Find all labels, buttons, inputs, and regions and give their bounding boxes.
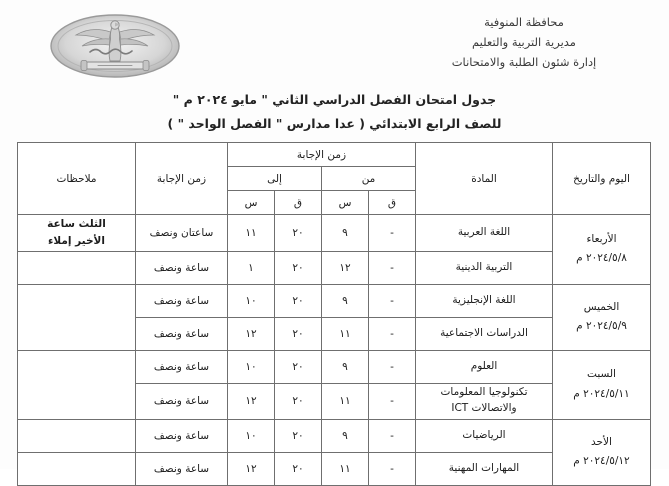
cell-from-minute: - — [369, 419, 416, 452]
document-header — [0, 4, 669, 86]
cell-to-minute: ٢٠ — [275, 383, 322, 419]
page-title — [0, 90, 669, 134]
notes-line-2: الأخير إملاء — [48, 234, 105, 247]
cell-to-minute: ٢٠ — [275, 251, 322, 284]
schedule-table-container — [18, 142, 651, 486]
header-row-1 — [18, 143, 651, 167]
subject-line-1: تكنولوجيا المعلومات — [440, 386, 528, 399]
cell-duration: ساعتان ونصف — [136, 215, 228, 252]
cell-day-date — [553, 284, 651, 350]
day-name: الخميس — [583, 300, 620, 313]
col-header-from-minute: ق — [369, 191, 416, 215]
day-name: الأحد — [591, 435, 612, 448]
cell-duration: ساعة ونصف — [136, 284, 228, 317]
subject-line-2: والاتصالات ICT — [451, 402, 517, 415]
title-exam-schedule: جدول امتحان الفصل الدراسي الثاني " مايو ٢٠٢٤ م " — [172, 92, 497, 107]
cell-notes — [18, 419, 136, 452]
cell-subject — [416, 383, 553, 419]
org-line-governorate: محافظة المنوفية — [484, 15, 564, 29]
cell-notes — [18, 215, 136, 252]
cell-duration: ساعة ونصف — [136, 251, 228, 284]
cell-to-minute: ٢٠ — [275, 215, 322, 252]
cell-to-hour: ١١ — [228, 215, 275, 252]
cell-from-hour: ١١ — [322, 452, 369, 485]
notes-line-1: الثلث ساعة — [47, 218, 106, 230]
cell-notes — [18, 350, 136, 419]
cell-duration: ساعة ونصف — [136, 383, 228, 419]
col-header-day-date: اليوم والتاريخ — [553, 143, 651, 215]
date-value: ٢٠٢٤/٥/٩ م — [576, 320, 627, 333]
cell-subject: اللغة الإنجليزية — [416, 284, 553, 317]
cell-day-date — [553, 419, 651, 485]
table-row — [18, 419, 651, 452]
table-row — [18, 284, 651, 317]
cell-notes — [18, 284, 136, 350]
cell-to-hour: ١٠ — [228, 284, 275, 317]
cell-from-hour: ١١ — [322, 317, 369, 350]
cell-day-date — [553, 350, 651, 419]
table-body — [18, 215, 651, 486]
title-grade-level: للصف الرابع الابتدائي ( عدا مدارس " الفصل الواحد " ) — [167, 116, 502, 131]
date-value: ٢٠٢٤/٥/١٢ م — [573, 455, 630, 468]
col-header-duration: زمن الإجابة — [136, 143, 228, 215]
date-value: ٢٠٢٤/٥/٨ م — [576, 252, 627, 265]
organization-lines — [379, 12, 669, 72]
cell-duration: ساعة ونصف — [136, 350, 228, 383]
cell-duration: ساعة ونصف — [136, 317, 228, 350]
col-header-answer-time-group: زمن الإجابة — [228, 143, 416, 167]
cell-to-hour: ١٢ — [228, 452, 275, 485]
cell-to-minute: ٢٠ — [275, 350, 322, 383]
col-header-subject: المادة — [416, 143, 553, 215]
cell-from-hour: ١١ — [322, 383, 369, 419]
day-name: الأربعاء — [586, 232, 617, 245]
cell-day-date — [553, 215, 651, 285]
org-line-directorate: مديرية التربية والتعليم — [472, 35, 576, 50]
cell-from-minute: - — [369, 215, 416, 252]
cell-to-minute: ٢٠ — [275, 284, 322, 317]
cell-from-minute: - — [369, 251, 416, 284]
cell-subject: اللغة العربية — [416, 215, 553, 252]
cell-from-minute: - — [369, 452, 416, 485]
cell-to-hour: ١٠ — [228, 419, 275, 452]
cell-from-minute: - — [369, 383, 416, 419]
day-name: السبت — [587, 368, 616, 381]
table-row — [18, 215, 651, 252]
cell-from-hour: ١٢ — [322, 251, 369, 284]
cell-to-minute: ٢٠ — [275, 452, 322, 485]
cell-duration: ساعة ونصف — [136, 419, 228, 452]
col-header-from: من — [322, 167, 416, 191]
cell-from-hour: ٩ — [322, 350, 369, 383]
egypt-eagle-emblem-icon — [40, 10, 190, 82]
col-header-notes: ملاحظات — [18, 143, 136, 215]
exam-schedule-table — [17, 142, 651, 486]
cell-subject: العلوم — [416, 350, 553, 383]
table-header — [18, 143, 651, 215]
cell-from-minute: - — [369, 350, 416, 383]
cell-subject: التربية الدينية — [416, 251, 553, 284]
cell-notes — [18, 251, 136, 284]
col-header-to-hour: س — [228, 191, 275, 215]
cell-to-hour: ١٠ — [228, 350, 275, 383]
col-header-to-minute: ق — [275, 191, 322, 215]
cell-to-minute: ٢٠ — [275, 419, 322, 452]
cell-to-hour: ١٢ — [228, 383, 275, 419]
org-line-department: إدارة شئون الطلبة والامتحانات — [451, 55, 597, 70]
cell-subject: الرياضيات — [416, 419, 553, 452]
cell-from-minute: - — [369, 317, 416, 350]
cell-from-hour: ٩ — [322, 284, 369, 317]
cell-from-hour: ٩ — [322, 215, 369, 252]
table-row — [18, 350, 651, 383]
cell-to-hour: ١٢ — [228, 317, 275, 350]
cell-duration: ساعة ونصف — [136, 452, 228, 485]
cell-subject: الدراسات الاجتماعية — [416, 317, 553, 350]
cell-to-hour: ١ — [228, 251, 275, 284]
cell-to-minute: ٢٠ — [275, 317, 322, 350]
cell-subject: المهارات المهنية — [416, 452, 553, 485]
col-header-from-hour: س — [322, 191, 369, 215]
cell-from-minute: - — [369, 284, 416, 317]
cell-from-hour: ٩ — [322, 419, 369, 452]
date-value: ٢٠٢٤/٥/١١ م — [573, 387, 630, 400]
col-header-to: إلى — [228, 167, 322, 191]
